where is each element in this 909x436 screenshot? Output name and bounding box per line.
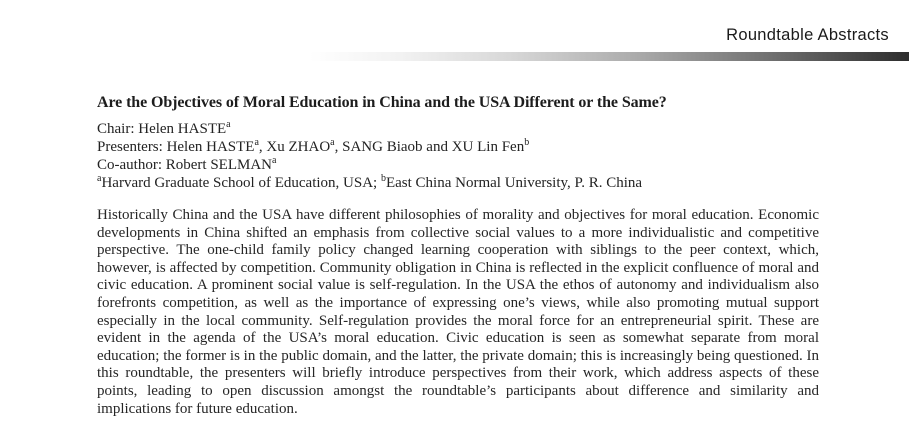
coauthor-line [97, 156, 819, 174]
abstract-content [97, 94, 819, 418]
presenters-affiliation-mark-3: b [524, 137, 530, 148]
credits-block [97, 120, 819, 192]
chair-affiliation-mark: a [226, 119, 231, 130]
header-gradient-rule [0, 52, 909, 61]
abstract-body: Historically China and the USA have different philosophies of morality and objectives for moral education. Economic developments in China shifted an emphasis from collective social values to a more individualistic and competitive perspective. The one-child family policy changed learning cooperation with siblings to the peer context, which, however, is affected by competition. Community obligation in China is reflected in the explicit confluence of moral and civic education. A prominent social value is self-regulation. In the USA the ethos of autonomy and individualism also forefronts competition, as well as the importance of expressing one’s views, while also promoting mutual support especially in the local community. Self-regulation provides the moral force for an entrepreneurial spirit. These are evident in the agenda of the USA’s moral education. Civic education is seen as somewhat separate from moral education; the former is in the public domain, and the latter, the private domain; this is increasingly being questioned. In this roundtable, the presenters will briefly introduce perspectives from their work, which address aspects of these points, leading to open discussion amongst the roundtable’s participants about difference and similarity and implications for future education. [97, 207, 819, 417]
running-header [0, 26, 889, 45]
coauthor-text: Co-author: Robert SELMAN [97, 157, 272, 173]
coauthor-affiliation-mark: a [271, 155, 277, 166]
running-header-title: Roundtable Abstracts [726, 26, 889, 44]
affiliations-line [97, 174, 819, 192]
presenters-text-2: , Xu ZHAO [258, 139, 331, 155]
affiliation-text-b: East China Normal University, P. R. China [385, 175, 643, 191]
presenters-text-1: Presenters: Helen HASTE [97, 139, 255, 155]
presenters-affiliation-mark-2: a [330, 137, 335, 148]
affiliation-mark-b: b [380, 173, 386, 184]
chair-line [97, 120, 819, 138]
presenters-line [97, 138, 819, 156]
affiliation-text-a: Harvard Graduate School of Education, USA; [101, 175, 381, 191]
presenters-affiliation-mark-1: a [254, 137, 259, 148]
affiliation-mark-a: a [97, 173, 102, 184]
presenters-text-3: , SANG Biaob and XU Lin Fen [334, 139, 525, 155]
chair-text: Chair: Helen HASTE [97, 121, 227, 137]
abstract-title: Are the Objectives of Moral Education in China and the USA Different or the Same? [97, 94, 667, 111]
